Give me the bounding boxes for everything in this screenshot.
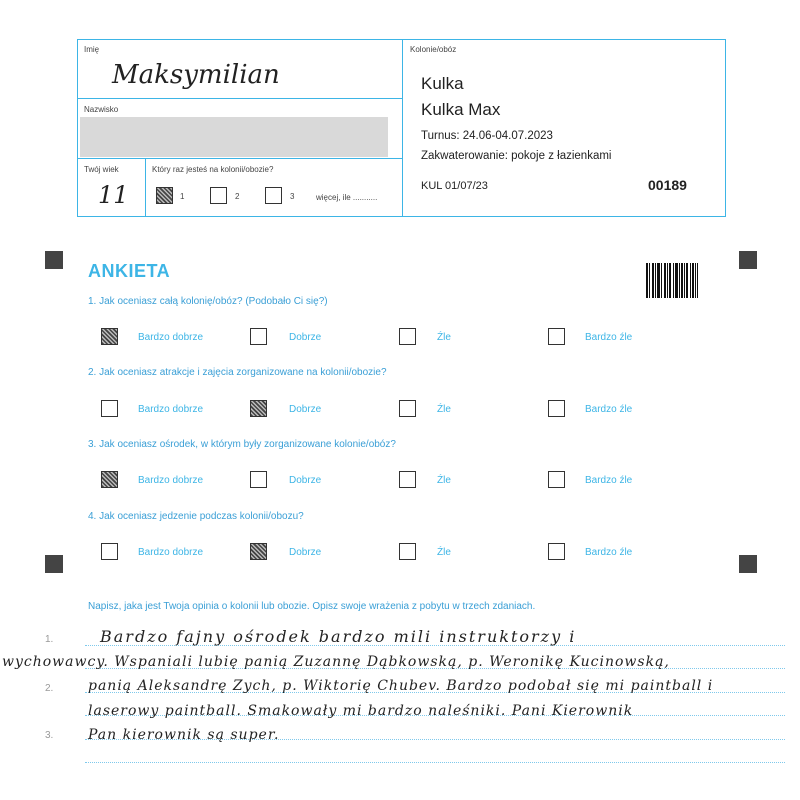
line-number-2: 2.: [45, 683, 54, 694]
q1-option-dobrze-label: Dobrze: [289, 332, 322, 343]
q3-option-bardzo-dobrze-label: Bardzo dobrze: [138, 475, 204, 486]
question-4-text: 4. Jak oceniasz jedzenie podczas kolonii/obozu?: [88, 511, 304, 522]
q3-option-zle-label: Źle: [437, 475, 451, 486]
q2-option-bardzo-zle-label: Bardzo źle: [585, 404, 633, 415]
q1-option-bardzo-zle-checkbox[interactable]: [548, 328, 565, 345]
kolonie-label: Kolonie/obóz: [410, 45, 457, 54]
zakwaterowanie: Zakwaterowanie: pokoje z łazienkami: [421, 150, 612, 162]
wiecej-label: więcej, ile ...........: [316, 193, 378, 202]
q1-option-bardzo-dobrze-label: Bardzo dobrze: [138, 332, 204, 343]
q3-option-bardzo-dobrze-checkbox[interactable]: [101, 471, 118, 488]
line-number-1: 1.: [45, 634, 54, 645]
q2-option-dobrze-label: Dobrze: [289, 404, 322, 415]
writing-line: [85, 762, 785, 763]
handwritten-line-5: Pan kierownik są super.: [88, 727, 280, 743]
question-1-text: 1. Jak oceniasz całą kolonię/obóz? (Podobało Ci się?): [88, 296, 328, 307]
q2-option-zle-checkbox[interactable]: [399, 400, 416, 417]
q4-option-bardzo-zle-checkbox[interactable]: [548, 543, 565, 560]
ktory-raz-label: Który raz jesteś na kolonii/obozie?: [152, 165, 274, 174]
q2-option-bardzo-dobrze-checkbox[interactable]: [101, 400, 118, 417]
corner-marker: [45, 555, 63, 573]
corner-marker: [739, 251, 757, 269]
survey-title: ANKIETA: [88, 261, 171, 281]
raz-1-checkbox[interactable]: [156, 187, 173, 204]
q3-option-zle-checkbox[interactable]: [399, 471, 416, 488]
q2-option-bardzo-dobrze-label: Bardzo dobrze: [138, 404, 204, 415]
corner-marker: [45, 251, 63, 269]
raz-3-label: 3: [290, 192, 295, 201]
kolonia-sub: Kulka Max: [421, 100, 501, 119]
q4-option-bardzo-dobrze-label: Bardzo dobrze: [138, 547, 204, 558]
imie-value: Maksymilian: [112, 60, 280, 90]
handwritten-line-1: Bardzo fajny ośrodek bardzo mili instruktorzy i: [100, 627, 577, 646]
raz-1-label: 1: [180, 192, 185, 201]
raz-3-checkbox[interactable]: [265, 187, 282, 204]
q1-option-bardzo-dobrze-checkbox[interactable]: [101, 328, 118, 345]
barcode-icon: [646, 263, 698, 298]
imie-label: Imię: [84, 45, 100, 54]
q3-option-dobrze-checkbox[interactable]: [250, 471, 267, 488]
question-2-text: 2. Jak oceniasz atrakcje i zajęcia zorganizowane na kolonii/obozie?: [88, 367, 387, 378]
q4-option-bardzo-dobrze-checkbox[interactable]: [101, 543, 118, 560]
raz-2-checkbox[interactable]: [210, 187, 227, 204]
wiek-value: 11: [98, 181, 129, 209]
corner-marker: [739, 555, 757, 573]
kolonia-name: Kulka: [421, 74, 464, 93]
q1-option-zle-label: Źle: [437, 332, 451, 343]
line-number-3: 3.: [45, 730, 54, 741]
nazwisko-redacted: [80, 117, 388, 157]
q4-option-dobrze-label: Dobrze: [289, 547, 322, 558]
opinion-prompt: Napisz, jaka jest Twoja opinia o kolonii lub obozie. Opisz swoje wrażenia z pobytu w trzech zdaniach.: [88, 601, 536, 612]
question-3-text: 3. Jak oceniasz ośrodek, w którym były zorganizowane kolonie/obóz?: [88, 439, 396, 450]
q4-option-bardzo-zle-label: Bardzo źle: [585, 547, 633, 558]
q3-option-dobrze-label: Dobrze: [289, 475, 322, 486]
q1-option-bardzo-zle-label: Bardzo źle: [585, 332, 633, 343]
raz-2-label: 2: [235, 192, 240, 201]
handwritten-line-4: laserowy paintball. Smakowały mi bardzo naleśniki. Pani Kierownik: [88, 703, 634, 719]
form-number: 00189: [648, 177, 687, 193]
code: KUL 01/07/23: [421, 180, 488, 192]
wiek-label: Twój wiek: [84, 165, 119, 174]
q4-option-zle-label: Źle: [437, 547, 451, 558]
q2-option-zle-label: Źle: [437, 404, 451, 415]
nazwisko-label: Nazwisko: [84, 105, 119, 114]
handwritten-line-3: panią Aleksandrę Zych, p. Wiktorię Chubev. Bardzo podobał się mi paintball i: [88, 678, 714, 694]
handwritten-line-2: wychowawcy. Wspaniali lubię panią Zuzannę Dąbkowską, p. Weronikę Kucinowską,: [2, 654, 670, 670]
q3-option-bardzo-zle-checkbox[interactable]: [548, 471, 565, 488]
q4-option-dobrze-checkbox[interactable]: [250, 543, 267, 560]
q2-option-bardzo-zle-checkbox[interactable]: [548, 400, 565, 417]
q3-option-bardzo-zle-label: Bardzo źle: [585, 475, 633, 486]
q4-option-zle-checkbox[interactable]: [399, 543, 416, 560]
turnus: Turnus: 24.06-04.07.2023: [421, 130, 553, 142]
q1-option-zle-checkbox[interactable]: [399, 328, 416, 345]
q2-option-dobrze-checkbox[interactable]: [250, 400, 267, 417]
q1-option-dobrze-checkbox[interactable]: [250, 328, 267, 345]
